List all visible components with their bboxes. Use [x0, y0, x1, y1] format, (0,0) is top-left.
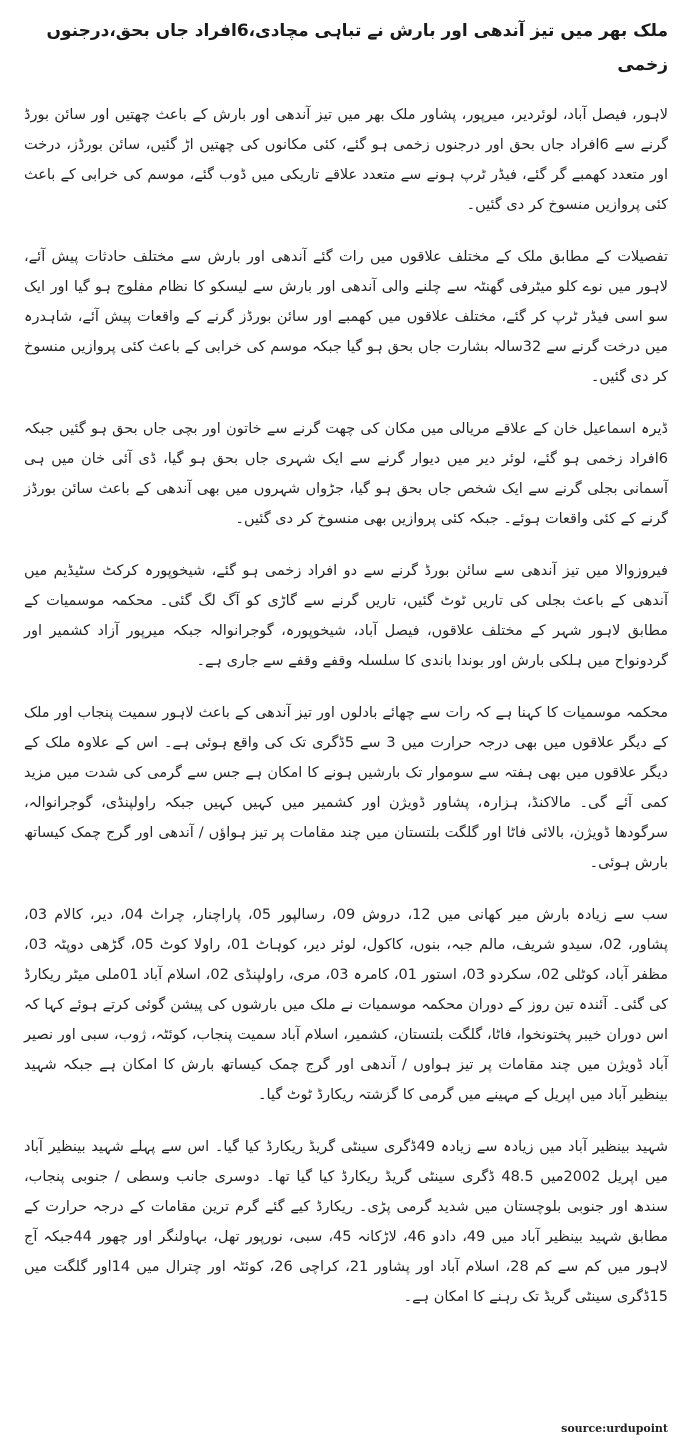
paragraph-2: تفصیلات کے مطابق ملک کے مختلف علاقوں میں رات گئے آندھی اور بارش سے مختلف حادثات پیش آئے، لاہور میں نوے کلو میٹرفی گھنٹہ سے چلنے والی آندھی اور بارش سے لیسکو کا نظام مفلوج ہو گیا اور ایک سو اسی فیڈر ٹرپ کر گئے، مختلف علاقوں میں کھمبے اور سائن بورڈز گرنے کے واقعات پیش آئے، شاہدرہ میں درخت گرنے سے 32سالہ بشارت جاں بحق ہو گیا جبکہ موسم کی خرابی کے باعث کئی پروازیں منسوخ کر دی گئیں۔ [24, 249, 668, 385]
paragraph-5: محکمہ موسمیات کا کہنا ہے کہ رات سے چھائے بادلوں اور تیز آندھی کے باعث لاہور سمیت پنجاب اور ملک کے دیگر علاقوں میں بھی درجہ حرارت میں 3 سے 5ڈگری تک کی واقع ہوئی ہے۔ اس کے علاوہ ملک کے دیگر علاقوں میں بھی ہفتہ سے سوموار تک بارشیں ہونے کا امکان ہے جس سے گرمی کی شدت میں مزید کمی آئے گی۔ مالاکنڈ، ہزارہ، پشاور ڈویژن اور کشمیر میں کہیں کہیں جبکہ راولپنڈی، گوجرانوالہ، سرگودھا ڈویژن، بالائی فاٹا اور گلگت بلتستان میں چند مقامات پر تیز ہواؤں / آندھی اور گرج چمک کیساتھ بارش ہوئی۔ [24, 705, 668, 871]
source-credit: source:urdupoint [561, 1422, 668, 1435]
paragraph-3: ڈیرہ اسماعیل خان کے علاقے مریالی میں مکان کی چھت گرنے سے خاتون اور بچی جاں بحق ہو گئیں جبکہ 6افراد زخمی ہو گئے، لوئر دیر میں دیوار گرنے سے ایک شہری جاں بحق ہو گیا، ڈی آئی خان میں ہی آسمانی بجلی گرنے سے ایک شخص جاں بحق ہو گیا، جڑواں شہروں میں بھی آندھی کے باعث سائن بورڈز گرنے کے کئی واقعات ہوئے۔ جبکہ کئی پروازیں بھی منسوخ کر دی گئیں۔ [24, 421, 668, 527]
paragraph-7: شہید بینظیر آباد میں زیادہ سے زیادہ 49ڈگری سینٹی گریڈ ریکارڈ کیا گیا۔ اس سے پہلے شہید بینظیر آباد میں اپریل 2002میں 48.5 ڈگری سینٹی گریڈ ریکارڈ کیا گیا تھا۔ دوسری جانب وسطی / جنوبی پنجاب، سندھ اور جنوبی بلوچستان میں شدید گرمی پڑی۔ ریکارڈ کیے گئے گرم ترین مقامات کے درجہ حرارت کے مطابق شہید بینظیر آباد میں 49، دادو 46، لاڑکانہ 45، سبی، نورپور تھل، بہاولنگر اور چھور 44جبکہ آج لاہور میں کم سے کم 28، اسلام آباد اور پشاور 21، کراچی 26، کوئٹہ اور چترال میں 14اور گلگت میں 15ڈگری سینٹی گریڈ تک رہنے کا امکان ہے۔ [24, 1139, 669, 1305]
paragraph-4: فیروزوالا میں تیز آندھی سے سائن بورڈ گرنے سے دو افراد زخمی ہو گئے، شیخوپورہ کرکٹ سٹیڈیم میں آندھی کے باعث بجلی کی تاریں ٹوٹ گئیں، تاریں گرنے سے گاڑی کو آگ لگ گئی۔ محکمہ موسمیات کے مطابق لاہور شہر کے مختلف علاقوں، فیصل آباد، شیخوپورہ، گوجرانوالہ جبکہ میرپور آزاد کشمیر اور گردونواح میں ہلکی بارش اور بوندا باندی کا سلسلہ وقفے وقفے سے جاری ہے۔ [24, 563, 668, 669]
headline: ملک بھر میں تیز آندھی اور بارش نے تباہی مچادی،6افراد جاں بحق،درجنوں زخمی [46, 21, 668, 75]
paragraph-1: لاہور، فیصل آباد، لوئردیر، میرپور، پشاور ملک بھر میں تیز آندھی اور بارش کے باعث چھتیں اور سائن بورڈ گرنے سے 6افراد جاں بحق اور درجنوں زخمی ہو گئے، کئی مکانوں کی چھتیں اڑ گئیں، سائن بورڈز، درخت اور متعدد کھمبے گر گئے، فیڈر ٹرپ ہونے سے متعدد علاقے تاریکی میں ڈوب گئے، موسم کی خرابی کے باعث کئی پروازیں منسوخ کر دی گئیں۔ [24, 107, 668, 213]
paragraph-6: سب سے زیادہ بارش میر کھانی میں 12، دروش 09، رسالپور 05، پاراچنار، چراٹ 04، دیر، کالام 03، پشاور، 02، سیدو شریف، مالم جبہ، بنوں، کاکول، لوئر دیر، کوہاٹ 01، راولا کوٹ 05، گڑھی دوپٹہ 03، مظفر آباد، کوٹلی 02، سکردو 03، استور 01، کامرہ 03، مری، راولپنڈی 02، اسلام آباد 01ملی میٹر ریکارڈ کی گئی۔ آئندہ تین روز کے دوران محکمہ موسمیات نے ملک میں بارشوں کی پیشن گوئی کرتے ہوئے کہا کہ اس دوران خیبر پختونخوا، فاٹا، گلگت بلتستان، کشمیر، اسلام آباد سمیت پنجاب، کوئٹہ، ژوب، سبی اور نصیر آباد ڈویژن میں چند مقامات پر تیز ہواوں / آندھی اور گرج چمک کیساتھ بارش کا امکان ہے جبکہ شہید بینظیر آباد میں اپریل کے مہینے میں گرمی کا گزشتہ ریکارڈ ٹوٹ گیا۔ [24, 907, 669, 1103]
